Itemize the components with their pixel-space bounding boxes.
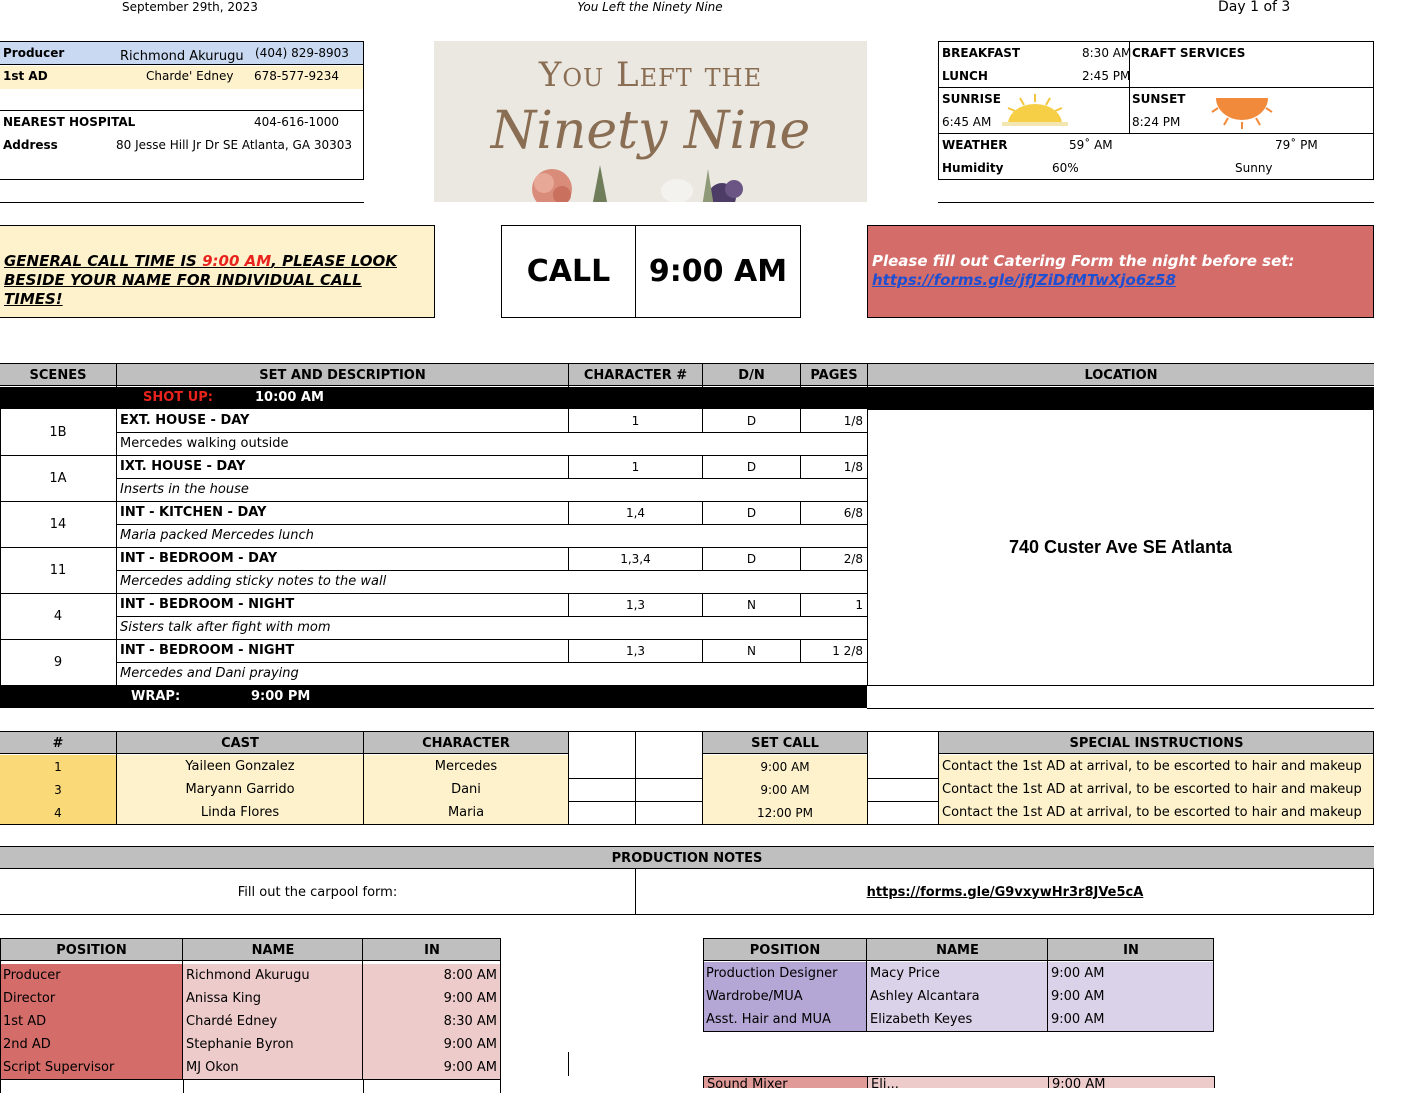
breakfast-time: 8:30 AM (1082, 46, 1132, 60)
scene-characters: 1 (631, 413, 640, 428)
scene-number: 9 (53, 654, 63, 670)
hospital-address: 80 Jesse Hill Jr Dr SE Atlanta, GA 30303 (116, 138, 353, 152)
scene-description: Sisters talk after fight with mom (120, 620, 331, 635)
hospital-label: NEAREST HOSPITAL (3, 115, 136, 129)
cast-character: Mercedes (364, 755, 568, 778)
hospital-phone[interactable]: 404-616-1000 (254, 115, 340, 129)
temp-pm: 79˚ PM (1275, 138, 1318, 152)
call-time: 9:00 AM (648, 254, 788, 289)
crew-position: 1st AD (0, 1010, 183, 1033)
sunrise-icon (1000, 92, 1070, 128)
crew-right-position-header: POSITION (749, 942, 821, 958)
shoot-location: 740 Custer Ave SE Atlanta (1008, 537, 1233, 557)
call-sheet-date: September 29th, 2023 (122, 0, 258, 14)
crew-name: Ashley Alcantara (867, 985, 1048, 1008)
humidity-label: Humidity (942, 161, 1004, 175)
flower-illustration (522, 159, 782, 202)
scene-day-night: N (747, 643, 756, 658)
crew-left-next-row (0, 1079, 501, 1093)
address-label: Address (3, 138, 58, 152)
cast-num-header: # (52, 735, 64, 751)
crew-in-time: 9:00 AM (1048, 1076, 1215, 1088)
breakfast-label: BREAKFAST (942, 46, 1021, 60)
shot-up-label: SHOT UP: (143, 390, 213, 405)
crew-position: Asst. Hair and MUA (703, 1008, 867, 1031)
scene-number: 1A (49, 470, 67, 486)
scene-number: 11 (49, 562, 67, 578)
cast-special-instructions: Contact the 1st AD at arrival, to be escorted to hair and makeup (939, 778, 1374, 801)
scene-description: Mercedes and Dani praying (120, 666, 299, 681)
sunrise-label: SUNRISE (942, 92, 1001, 106)
scene-pages: 1/8 (843, 459, 863, 474)
wrap-time: 9:00 PM (251, 689, 311, 704)
scene-number: 4 (53, 608, 63, 624)
cast-set-call: 9:00 AM (703, 778, 867, 801)
scene-description: Maria packed Mercedes lunch (120, 528, 314, 543)
production-title: You Left the Ninety Nine (577, 0, 723, 14)
call-label: CALL (526, 254, 611, 289)
crew-name: Chardé Edney (183, 1010, 363, 1033)
scene-set: INT - BEDROOM - NIGHT (120, 597, 295, 612)
crew-position: Director (0, 987, 183, 1010)
cast-name: Yaileen Gonzalez (117, 755, 363, 778)
crew-name: Richmond Akurugu (183, 964, 363, 987)
crew-position: 2nd AD (0, 1033, 183, 1056)
sunset-label: SUNSET (1132, 92, 1186, 106)
general-call-notice (0, 225, 435, 318)
general-call-time: 9:00 AM (202, 252, 272, 270)
cast-name-header: CAST (221, 735, 259, 751)
crew-left-position-header: POSITION (56, 942, 127, 958)
crew-right-name-header: NAME (936, 942, 979, 958)
cast-set-call: 12:00 PM (703, 801, 867, 824)
crew-name: Anissa King (183, 987, 363, 1010)
logo-line-1: You Left the (538, 55, 763, 95)
cast-name: Linda Flores (117, 801, 363, 824)
scene-characters: 1,3,4 (620, 551, 651, 566)
day-counter: Day 1 of 3 (1218, 0, 1291, 15)
cast-number: 1 (0, 755, 116, 778)
crew-right-in-header: IN (1123, 942, 1139, 958)
cast-call-header: SET CALL (751, 735, 819, 751)
cast-character: Dani (364, 778, 568, 801)
wrap-label: WRAP: (131, 689, 181, 704)
cast-number: 4 (0, 801, 116, 824)
humidity-value: 60% (1052, 161, 1079, 175)
crew-position: Production Designer (703, 962, 867, 985)
scene-description: Inserts in the house (120, 482, 249, 497)
scene-set: INT - BEDROOM - DAY (120, 551, 278, 566)
scene-number: 14 (49, 516, 67, 532)
scene-set: INT - BEDROOM - NIGHT (120, 643, 295, 658)
cast-character: Maria (364, 801, 568, 824)
catering-notice (867, 225, 1374, 318)
scene-set: IXT. HOUSE - DAY (120, 459, 246, 474)
production-logo (434, 41, 867, 202)
dn-col-header: D/N (738, 367, 765, 383)
crew-name: Macy Price (867, 962, 1048, 985)
cast-notes-header: SPECIAL INSTRUCTIONS (1069, 735, 1244, 751)
sunset-icon (1210, 94, 1274, 130)
scene-characters: 1 (631, 459, 640, 474)
scene-description: Mercedes adding sticky notes to the wall (120, 574, 387, 589)
craft-services-label: CRAFT SERVICES (1132, 46, 1246, 60)
ad-label: 1st AD (3, 69, 48, 83)
scene-day-night: N (747, 597, 756, 612)
scene-characters: 1,3 (625, 597, 646, 612)
shot-up-time: 10:00 AM (255, 390, 324, 405)
producer-name: Richmond Akurugu (120, 49, 244, 64)
set-col-header: SET AND DESCRIPTION (259, 367, 426, 383)
cast-special-instructions: Contact the 1st AD at arrival, to be escorted to hair and makeup (939, 801, 1374, 824)
cast-name: Maryann Garrido (117, 778, 363, 801)
crew-in-time: 8:30 AM (363, 1010, 501, 1033)
temp-am: 59˚ AM (1069, 138, 1113, 152)
sunrise-time: 6:45 AM (942, 115, 992, 129)
crew-position: Producer (0, 964, 183, 987)
sunset-time: 8:24 PM (1132, 115, 1181, 129)
ad-phone[interactable]: 678-577-9234 (254, 69, 340, 83)
character-col-header: CHARACTER # (583, 367, 688, 383)
crew-in-time: 9:00 AM (363, 987, 501, 1010)
ad-name: Charde' Edney (146, 69, 234, 83)
crew-in-time: 9:00 AM (363, 1056, 501, 1079)
cast-number: 3 (0, 778, 116, 801)
crew-in-time: 9:00 AM (363, 1033, 501, 1056)
scene-number: 1B (49, 424, 67, 440)
lunch-label: LUNCH (942, 69, 988, 83)
production-notes-title: PRODUCTION NOTES (611, 850, 763, 866)
location-col-header: LOCATION (1084, 367, 1158, 383)
scenes-col-header: SCENES (29, 367, 87, 383)
cast-set-call: 9:00 AM (703, 755, 867, 778)
cast-character-header: CHARACTER (422, 735, 510, 751)
scene-pages: 1 2/8 (832, 643, 863, 658)
crew-name: Elizabeth Keyes (867, 1008, 1048, 1031)
cast-special-instructions: Contact the 1st AD at arrival, to be escorted to hair and makeup (939, 755, 1374, 778)
crew-left-name-header: NAME (251, 942, 295, 958)
scene-day-night: D (746, 413, 757, 428)
scene-pages: 2/8 (843, 551, 863, 566)
catering-text: Please fill out Catering Form the night before set: (872, 252, 1295, 270)
weather-condition: Sunny (1235, 161, 1273, 175)
scene-pages: 1 (855, 597, 863, 612)
scene-pages: 1/8 (843, 413, 863, 428)
carpool-label: Fill out the carpool form: (237, 884, 398, 900)
producer-phone[interactable]: (404) 829-8903 (255, 46, 349, 60)
crew-in-time: 9:00 AM (1048, 1008, 1214, 1031)
scene-set: INT - KITCHEN - DAY (120, 505, 267, 520)
crew-name: MJ Okon (183, 1056, 363, 1079)
logo-line-2: Ninety Nine (490, 101, 811, 161)
carpool-form-link[interactable]: https://forms.gle/G9vxywHr3r8JVe5cA (866, 884, 1144, 900)
crew-left-in-header: IN (424, 942, 440, 958)
crew-position: Sound Mixer (703, 1076, 867, 1088)
call-time-box (501, 225, 801, 318)
scene-characters: 1,4 (625, 505, 646, 520)
general-call-text-2: , PLEASE LOOK BESIDE YOUR NAME FOR INDIVIDUAL CALL TIMES! (4, 252, 397, 308)
pages-col-header: PAGES (810, 367, 858, 383)
crew-name: Stephanie Byron (183, 1033, 363, 1056)
scene-day-night: D (746, 459, 757, 474)
weather-label: WEATHER (942, 138, 1008, 152)
catering-form-link[interactable]: https://forms.gle/jfJZiDfMTwXjo6z58 (872, 271, 1176, 289)
crew-in-time: 8:00 AM (363, 964, 501, 987)
scene-characters: 1,3 (625, 643, 646, 658)
crew-in-time: 9:00 AM (1048, 985, 1214, 1008)
general-call-text-1: GENERAL CALL TIME IS (4, 252, 203, 270)
crew-position: Wardrobe/MUA (703, 985, 867, 1008)
scene-day-night: D (746, 505, 757, 520)
lunch-time: 2:45 PM (1082, 69, 1131, 83)
scene-set: EXT. HOUSE - DAY (120, 413, 250, 428)
scene-description: Mercedes walking outside (120, 436, 289, 451)
crew-in-time: 9:00 AM (1048, 962, 1214, 985)
producer-label: Producer (3, 46, 65, 60)
scene-pages: 6/8 (843, 505, 863, 520)
scene-day-night: D (746, 551, 757, 566)
crew-name: Eli... (867, 1076, 1048, 1088)
crew-position: Script Supervisor (0, 1056, 183, 1079)
